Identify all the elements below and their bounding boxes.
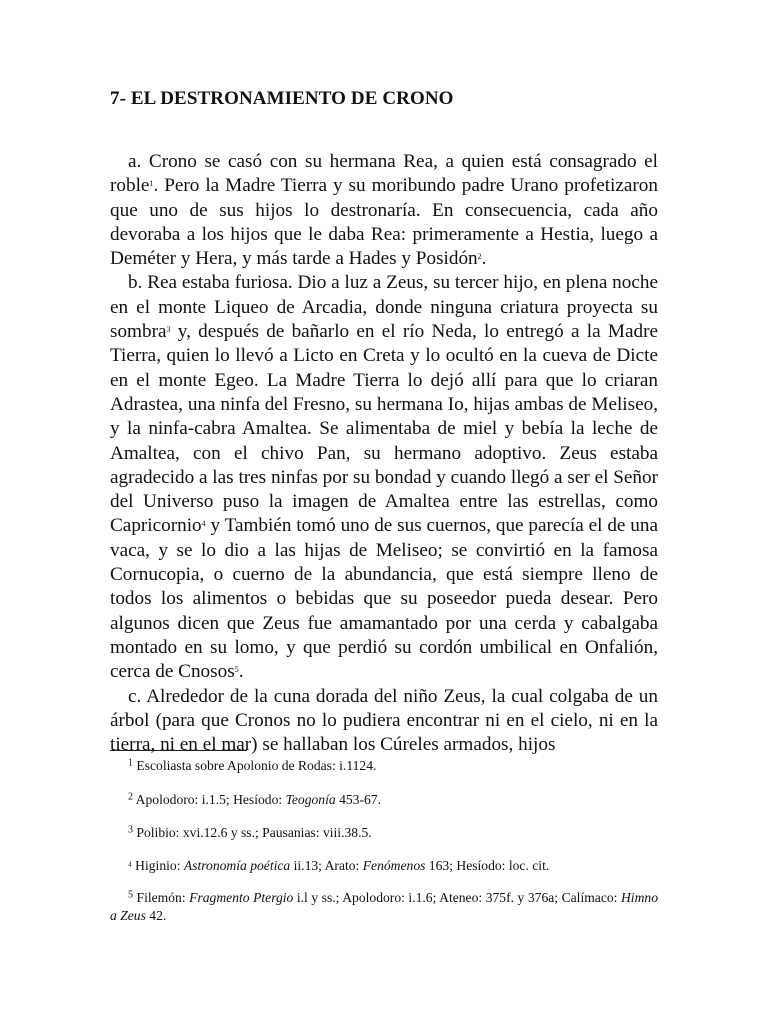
footnote-number: 4 xyxy=(128,859,132,869)
footnote-part: Filemón: xyxy=(136,890,190,905)
footnote-part: Himno a Zeus xyxy=(110,890,658,923)
paragraph-c-text-1: c. Alrededor de la cuna dorada del niño Zeus, la cual colgaba de un árbol (para que Cronos no lo pudiera encontrar ni en el cielo, ni en la tierra, ni en el mar) se hallaban los Cúreles armados, hijos xyxy=(110,685,658,756)
footnote-part: Apolodoro: i.1.5; Hesíodo: xyxy=(135,792,286,807)
paragraph-b-text-3: y También tomó uno de sus cuernos, que parecía el de una vaca, y se lo dio a las hijas de Meliseo; se convirtió en la famosa Cornucopia, o cuerno de la abundancia, que está siempre lleno de todos los alimentos o bebidas que su poseedor pueda desear. Pero algunos dicen que Zeus fue amamantado por una cerda y cabalgaba montado en su lomo, y que perdió su cordón umbilical en Onfalión, cerca de Cnosos xyxy=(110,515,658,683)
footnote-2 xyxy=(110,791,676,809)
footnote-ref-1[interactable]: 1 xyxy=(149,179,154,189)
footnote-part: ii.13; Arato: xyxy=(290,858,363,873)
footnote-number: 3 xyxy=(128,824,133,836)
footnote-4 xyxy=(110,857,676,875)
paragraph-b-text-2: y, después de bañarlo en el río Neda, lo entregó a la Madre Tierra, quien lo llevó a Licto en Creta y lo ocultó en la cueva de Dicte en el monte Egeo. La Madre Tierra lo dejó allí para que lo criaran Adrastea, una ninfa del Fresno, su hermana Io, hijas ambas de Meliseo, y la ninfa-cabra Amaltea. Se alimentaba de miel y bebía la leche de Amaltea, con el chivo Pan, su hermano adoptivo. Zeus estaba agradecido a las tres ninfas por su bondad y cuando llegó a ser el Señor del Universo puso la imagen de Amaltea entre las estrellas, como Capricornio xyxy=(110,321,658,537)
footnote-part: Escoliasta sobre Apolonio de Rodas: i.1124. xyxy=(136,758,377,773)
paragraph-a xyxy=(110,150,658,271)
footnote-part: Teogonía xyxy=(285,792,336,807)
footnote-number: 5 xyxy=(128,889,133,901)
footnote-part: 163; Hesíodo: loc. cit. xyxy=(425,858,550,873)
footnote-ref-2[interactable]: 2 xyxy=(477,252,482,262)
footnote-1 xyxy=(110,757,676,775)
footnote-part: Astronomía poética xyxy=(183,858,291,873)
footnote-ref-3[interactable]: 3 xyxy=(166,325,171,335)
footnote-part: Fragmento Ptergio xyxy=(189,890,294,905)
footnote-part: Fenómenos xyxy=(362,858,426,873)
paragraph-c xyxy=(110,685,658,758)
footnote-ref-5[interactable]: 5 xyxy=(234,665,239,675)
paragraph-b-text-4: . xyxy=(238,661,244,683)
footnote-number: 1 xyxy=(128,757,133,769)
footnote-5 xyxy=(110,889,658,925)
footnote-number: 2 xyxy=(128,791,133,803)
body-text xyxy=(110,150,658,757)
paragraph-a-text-2: . Pero la Madre Tierra y su moribundo padre Urano profetizaron que uno de sus hijos lo destronaría. En consecuencia, cada año devoraba a los hijos que le daba Rea: primeramente a Hestia, luego a Deméter y Hera, y más tarde a Hades y Posidón xyxy=(110,175,658,270)
chapter-title: 7- EL DESTRONAMIENTO DE CRONO xyxy=(110,88,454,109)
footnote-part: 42. xyxy=(145,908,167,923)
footnote-ref-4[interactable]: 4 xyxy=(201,519,206,529)
footnote-part: Higinio: xyxy=(135,858,184,873)
paragraph-a-text-3: . xyxy=(481,248,487,270)
footnote-3 xyxy=(110,824,676,842)
footnote-divider xyxy=(110,750,247,751)
footnote-part: 453-67. xyxy=(335,792,381,807)
paragraph-b xyxy=(110,271,658,684)
footnote-part: Polibio: xvi.12.6 y ss.; Pausanias: viii.38.5. xyxy=(136,825,372,840)
paragraph-a-text-1: a. Crono se casó con su hermana Rea, a quien está consagrado el roble xyxy=(110,151,658,197)
paragraph-b-text-1: b. Rea estaba furiosa. Dio a luz a Zeus, su tercer hijo, en plena noche en el monte Liqueo de Arcadia, donde ninguna criatura proyecta su sombra xyxy=(110,272,658,343)
footnote-part: i.l y ss.; Apolodoro: i.1.6; Ateneo: 375f. y 376a; Calímaco: xyxy=(293,890,621,905)
